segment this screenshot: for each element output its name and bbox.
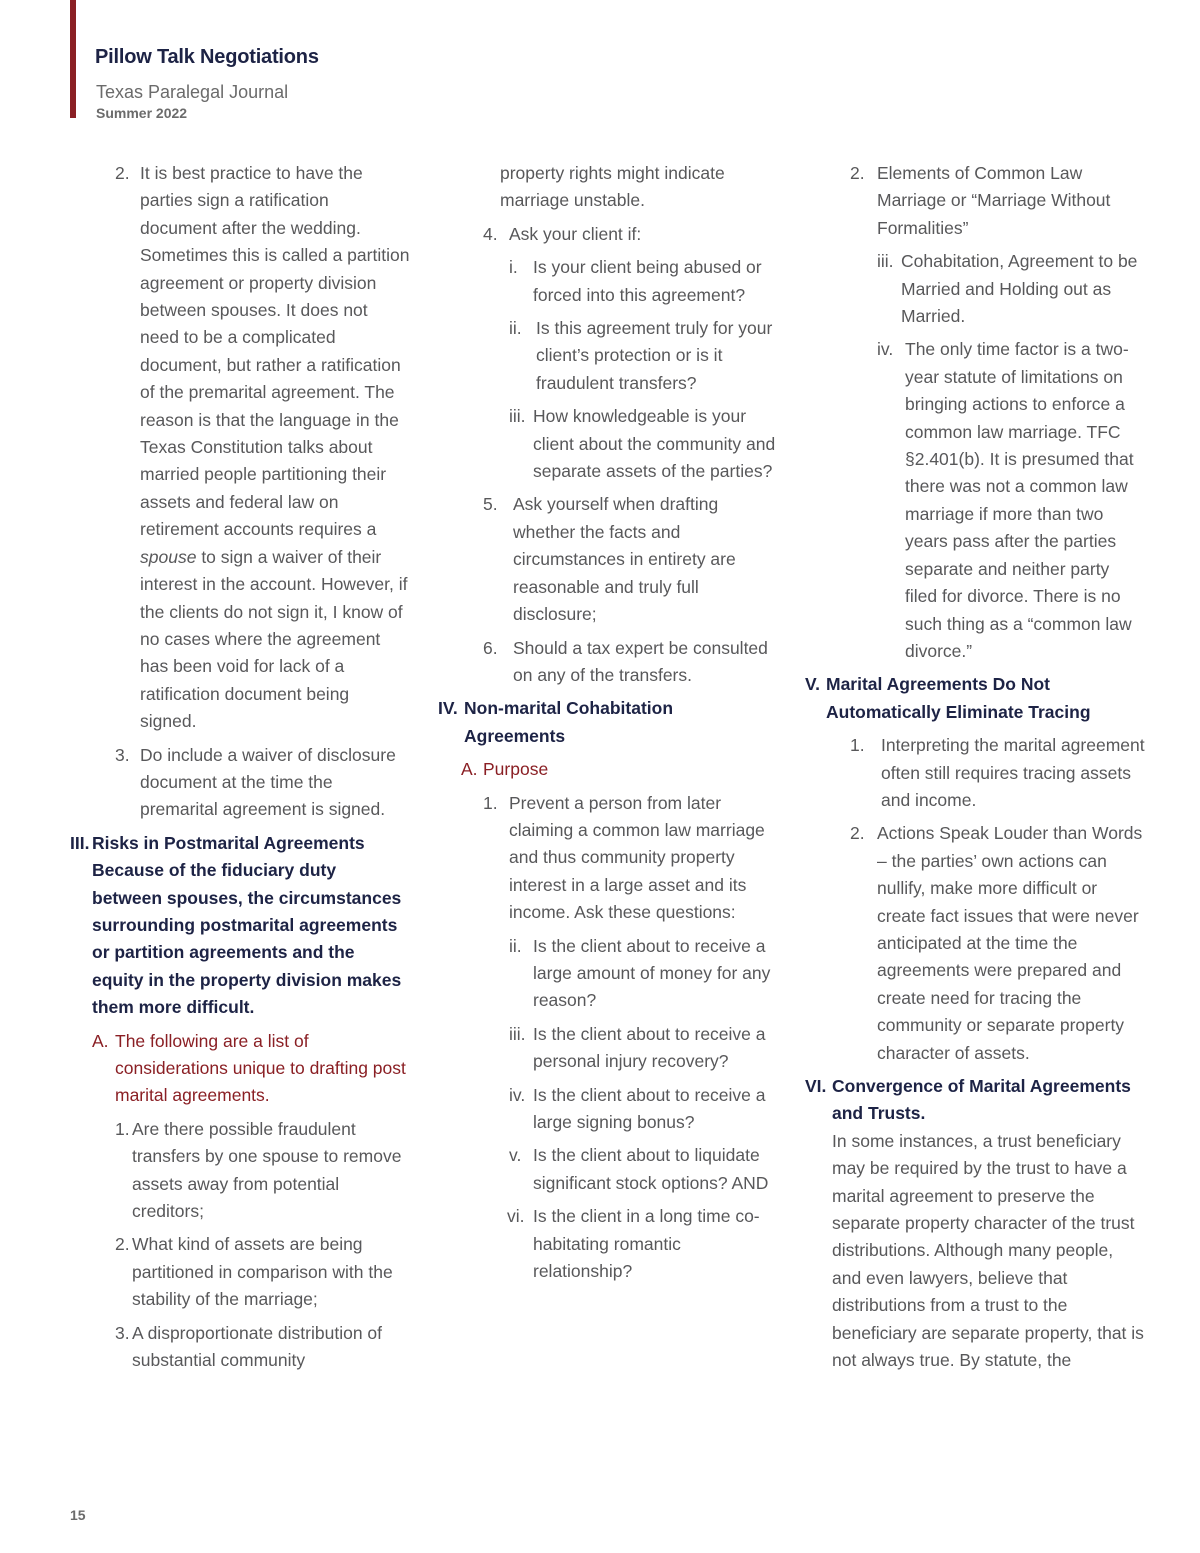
list-item: ii. Is this agreement truly for your client’s protection or is it fraudulent transfers? (509, 318, 773, 393)
list-number: 3. (115, 744, 130, 765)
list-item: ii. Is the client about to receive a large amount of money for any reason? (509, 935, 771, 1011)
list-item: 1. Are there possible fraudulent transfers by one spouse to remove assets away from potential creditors; (115, 1118, 402, 1222)
header-accent-bar (70, 0, 76, 118)
list-item: 1. Interpreting the marital agreement often still requires tracing assets and income. (850, 735, 1145, 810)
section-heading: VI. Convergence of Marital Agreements and Trusts. (805, 1076, 1131, 1124)
subsection-heading: A. Purpose (461, 759, 549, 780)
section-heading: III. Risks in Postmarital Agreements Because of the fiduciary duty between spouses, the circumstances surrounding postmarital agreements or partition agreements and the equity in the property division makes them more difficult. (70, 832, 402, 1018)
list-item: 2. What kind of assets are being partitioned in comparison with the stability of the marriage; (115, 1234, 393, 1310)
list-item: vi. Is the client in a long time co-habitating romantic relationship? (507, 1206, 760, 1282)
list-item: iv. The only time factor is a two-year statute of limitations on bringing actions to enforce a common law marriage. TFC §2.401(b). It is presumed that there was not a common law marriage if more than two years pass after the parties separate and neither party filed for divorce. There is no such thing as a “common law divorce.” (877, 339, 1134, 661)
list-item: iv. Is the client about to receive a large signing bonus? (509, 1084, 766, 1132)
list-item: 3. A disproportionate distribution of substantial community (115, 1322, 383, 1371)
column-3 (805, 160, 1145, 1380)
list-number: 2. (115, 163, 130, 183)
list-item: 5. Ask yourself when drafting whether the facts and circumstances in entirety are reasonable and truly full disclosure; (483, 494, 736, 625)
list-text: It is best practice to have the parties sign a ratification document after the wedding. Sometimes this is called a partition agreement or property division between spouses. It does not need to be a complicated document, but rather a ratification of the premarital agreement. The reason is that the language in the Texas Constitution talks about married people partitioning their assets and federal law on retirement accounts requires a spouse to sign a waiver of their interest in the account. However, if the clients do not sign it, I know of no cases where the agreement has been void for lack of a ratification document being signed. (140, 163, 410, 732)
list-item: 2. Elements of Common Law Marriage or “Marriage Without Formalities” (850, 163, 1111, 238)
list-item (70, 160, 410, 736)
continued-text: property rights might indicate marriage unstable. (500, 163, 725, 211)
list-item: 1. Prevent a person from later claiming a common law marriage and thus community property interest in a large asset and its income. Ask these questions: (483, 792, 765, 923)
list-item: iii. How knowledgeable is your client about the community and separate assets of the parties? (509, 406, 776, 482)
list-item: i. Is your client being abused or forced into this agreement? (509, 257, 762, 305)
list-item: iii. Cohabitation, Agreement to be Married and Holding out as Married. (877, 251, 1138, 327)
subsection-heading: A. The following are a list of considerations unique to drafting post marital agreements. (92, 1030, 406, 1106)
journal-issue: Summer 2022 (96, 105, 188, 121)
column-1 (70, 160, 410, 1380)
article-title: Pillow Talk Negotiations (95, 46, 319, 68)
list-text: Do include a waiver of disclosure document at the time the premarital agreement is signed. (140, 744, 396, 820)
list-item (70, 742, 410, 824)
list-item: 4. Ask your client if: (483, 223, 642, 244)
journal-name: Texas Paralegal Journal (96, 82, 289, 102)
column-2 (438, 160, 778, 1291)
section-heading: V. Marital Agreements Do Not Automatically Eliminate Tracing (805, 674, 1091, 722)
list-item: 6. Should a tax expert be consulted on any of the transfers. (483, 637, 768, 685)
section-heading: IV. Non-marital Cohabitation Agreements (438, 698, 674, 746)
page-number: 15 (70, 1507, 86, 1523)
list-item: 2. Actions Speak Louder than Words – the parties’ own actions can nullify, make more difficult or create fact issues that were never anticipated at the time the agreements were prepared and create need for tracing the community or separate property character of assets. (850, 823, 1143, 1063)
section-body: In some instances, a trust beneficiary may be required by the trust to have a marital agreement to preserve the separate property character of the trust distributions. Although many people, and even lawyers, believe that distributions from a trust to the beneficiary are separate property, that is not always true. By statute, the (832, 1130, 1144, 1371)
list-item: iii. Is the client about to receive a personal injury recovery? (509, 1023, 766, 1072)
list-item: v. Is the client about to liquidate significant stock options? AND (509, 1145, 769, 1193)
